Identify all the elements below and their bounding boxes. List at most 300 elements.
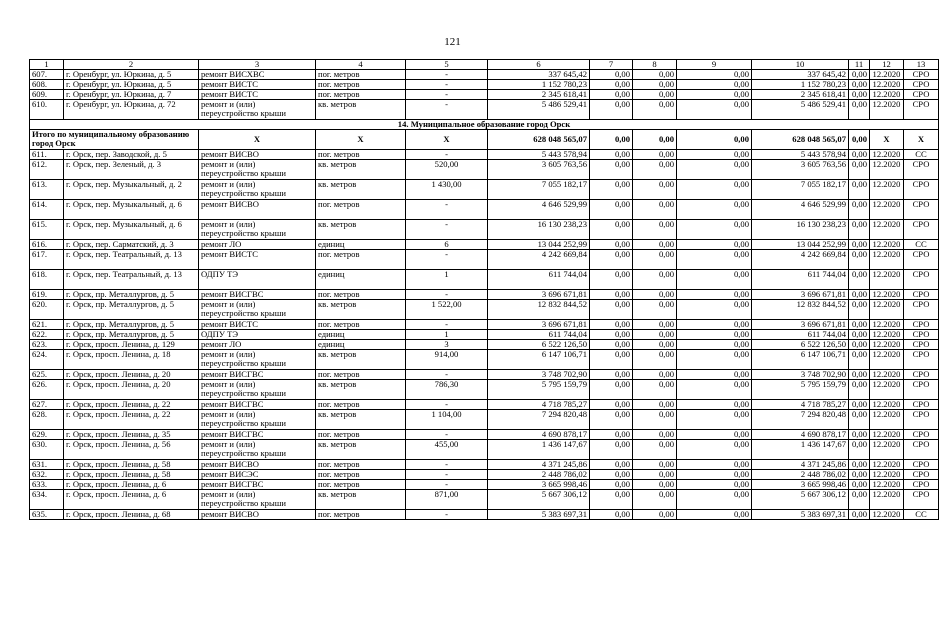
table-cell: 617. [30,250,64,270]
table-cell: кв. метров [316,490,406,510]
table-cell: пог. метров [316,250,406,270]
table-cell: 0,00 [590,370,633,380]
table-cell: - [406,70,488,80]
table-cell: ремонт ВИСТС [199,80,316,90]
table-cell: 12.2020 [870,160,904,180]
table-cell: 611 744,04 [752,330,849,340]
table-cell: 0,00 [633,370,677,380]
table-cell: 0,00 [633,380,677,400]
table-cell: 0,00 [677,340,752,350]
table-cell: ремонт ВИСГВС [199,430,316,440]
table-cell: 0,00 [633,340,677,350]
table-cell: ремонт ЛО [199,240,316,250]
table-cell: 6 522 126,50 [488,340,590,350]
table-cell: 1 436 147,67 [488,440,590,460]
table-cell: 624. [30,350,64,370]
table-cell: 1 [406,330,488,340]
table-cell: 0,00 [633,200,677,220]
table-cell: 0,00 [849,330,870,340]
table-cell: 0,00 [677,160,752,180]
table-row [30,200,939,220]
table-cell: 620. [30,300,64,320]
table-row [30,460,939,470]
column-header: 2 [64,60,199,70]
section-title-row [30,120,939,130]
table-cell: 0,00 [633,100,677,120]
table-cell: 0,00 [849,240,870,250]
table-cell: пог. метров [316,150,406,160]
total-cell: X [904,130,939,150]
table-cell: 0,00 [590,220,633,240]
column-header: 12 [870,60,904,70]
table-cell: СРО [904,300,939,320]
table-row [30,330,939,340]
table-cell: - [406,200,488,220]
total-cell: 0,00 [677,130,752,150]
table-cell: г. Оренбург, ул. Юркина, д. 72 [64,100,199,120]
table-cell: 12.2020 [870,240,904,250]
table-cell: 0,00 [849,320,870,330]
table-cell: СРО [904,290,939,300]
table-cell: 1 152 780,23 [752,80,849,90]
total-cell: X [316,130,406,150]
table-cell: 2 448 786,02 [488,470,590,480]
table-cell: г. Орск, пер. Зеленый, д. 3 [64,160,199,180]
table-row [30,510,939,520]
table-cell: 13 044 252,99 [752,240,849,250]
table-cell: 0,00 [633,330,677,340]
table-cell: - [406,370,488,380]
table-cell: СРО [904,330,939,340]
table-cell: 614. [30,200,64,220]
table-cell: г. Орск, просп. Ленина, д. 58 [64,460,199,470]
table-cell: 0,00 [849,350,870,370]
column-header: 9 [677,60,752,70]
table-cell: 0,00 [590,470,633,480]
table-cell: г. Орск, пр. Металлургов, д. 5 [64,290,199,300]
table-cell: 0,00 [849,470,870,480]
table-cell: 0,00 [633,440,677,460]
table-cell: 0,00 [677,380,752,400]
table-cell: ОДПУ ТЭ [199,270,316,290]
table-cell: 0,00 [677,180,752,200]
table-cell: СС [904,240,939,250]
table-cell: пог. метров [316,70,406,80]
table-cell: 633. [30,480,64,490]
table-cell: 0,00 [677,240,752,250]
table-cell: пог. метров [316,370,406,380]
table-cell: г. Орск, просп. Ленина, д. 6 [64,490,199,510]
table-cell: СРО [904,220,939,240]
table-cell: 4 646 529,99 [488,200,590,220]
table-cell: 0,00 [849,410,870,430]
table-cell: пог. метров [316,200,406,220]
table-cell: 0,00 [677,70,752,80]
table-cell: пог. метров [316,430,406,440]
column-header: 11 [849,60,870,70]
table-cell: ремонт и (или) переустройство крыши [199,300,316,320]
table-cell: 12.2020 [870,80,904,90]
table-cell: СС [904,510,939,520]
table-cell: 613. [30,180,64,200]
table-row [30,350,939,370]
table-cell: кв. метров [316,160,406,180]
table-cell: - [406,250,488,270]
table-row [30,320,939,330]
table-cell: 0,00 [677,370,752,380]
table-cell: 0,00 [677,250,752,270]
table-cell: СРО [904,460,939,470]
table-cell: - [406,480,488,490]
table-cell: - [406,430,488,440]
table-row [30,160,939,180]
table-cell: 12.2020 [870,200,904,220]
table-cell: 609. [30,90,64,100]
table-cell: единиц [316,340,406,350]
table-cell: 0,00 [590,200,633,220]
table-cell: 631. [30,460,64,470]
table-cell: ремонт ВИСВО [199,460,316,470]
table-cell: - [406,460,488,470]
table-cell: 0,00 [677,460,752,470]
table-header-row [30,60,939,70]
table-cell: 12.2020 [870,180,904,200]
table-cell: 0,00 [677,270,752,290]
column-header: 1 [30,60,64,70]
table-cell: ремонт ВИСВО [199,510,316,520]
table-cell: 0,00 [590,70,633,80]
table-cell: 629. [30,430,64,440]
column-header: 13 [904,60,939,70]
table-row [30,270,939,290]
table-cell: СС [904,150,939,160]
table-cell: - [406,290,488,300]
table-cell: г. Орск, просп. Ленина, д. 22 [64,410,199,430]
table-cell: г. Орск, просп. Ленина, д. 58 [64,470,199,480]
table-cell: г. Орск, просп. Ленина, д. 56 [64,440,199,460]
table-cell: 5 486 529,41 [488,100,590,120]
table-cell: ремонт и (или) переустройство крыши [199,220,316,240]
table-cell: г. Орск, просп. Ленина, д. 20 [64,380,199,400]
table-cell: 0,00 [633,300,677,320]
total-cell: 0,00 [849,130,870,150]
table-cell: 12.2020 [870,470,904,480]
table-cell: г. Оренбург, ул. Юркина, д. 5 [64,70,199,80]
table-cell: 12.2020 [870,150,904,160]
table-cell: 7 294 820,48 [488,410,590,430]
table-cell: 622. [30,330,64,340]
table-cell: 0,00 [590,250,633,270]
table-row [30,480,939,490]
table-cell: - [406,400,488,410]
table-cell: ремонт ВИСГВС [199,290,316,300]
table-cell: г. Орск, пр. Металлургов, д. 5 [64,300,199,320]
table-cell: ремонт и (или) переустройство крыши [199,490,316,510]
table-cell: 0,00 [849,460,870,470]
table-cell: г. Орск, просп. Ленина, д. 6 [64,480,199,490]
table-cell: 12.2020 [870,290,904,300]
table-cell: 0,00 [677,320,752,330]
table-cell: 3 665 998,46 [752,480,849,490]
table-cell: 0,00 [633,180,677,200]
table-cell: 626. [30,380,64,400]
table-cell: ремонт и (или) переустройство крыши [199,380,316,400]
table-cell: - [406,150,488,160]
table-cell: 0,00 [677,150,752,160]
total-cell: 0,00 [590,130,633,150]
table-cell: 625. [30,370,64,380]
table-cell: 3 696 671,81 [752,290,849,300]
table-cell: 3 605 763,56 [752,160,849,180]
table-cell: 632. [30,470,64,480]
table-row [30,290,939,300]
table-cell: 13 044 252,99 [488,240,590,250]
table-cell: 618. [30,270,64,290]
table-cell: 0,00 [677,80,752,90]
table-cell: 12.2020 [870,490,904,510]
table-cell: 0,00 [849,300,870,320]
total-cell: 0,00 [633,130,677,150]
table-cell: 12.2020 [870,430,904,440]
table-cell: 0,00 [590,430,633,440]
table-row [30,370,939,380]
table-cell: 12.2020 [870,90,904,100]
table-cell: г. Орск, пер. Музыкальный, д. 6 [64,200,199,220]
table-cell: 3 696 671,81 [488,290,590,300]
table-cell: 4 690 878,17 [752,430,849,440]
table-cell: г. Орск, пр. Металлургов, д. 5 [64,320,199,330]
table-cell: СРО [904,320,939,330]
table-cell: 1 [406,270,488,290]
table-cell: 612. [30,160,64,180]
table-cell: 0,00 [590,160,633,180]
table-cell: 3 748 702,90 [752,370,849,380]
table-cell: 0,00 [633,220,677,240]
page-number: 121 [444,36,461,48]
column-header: 4 [316,60,406,70]
table-cell: 0,00 [677,400,752,410]
table-cell: 0,00 [677,100,752,120]
table-cell: 337 645,42 [752,70,849,80]
table-cell: 0,00 [677,510,752,520]
table-cell: единиц [316,270,406,290]
table-cell: кв. метров [316,180,406,200]
table-cell: кв. метров [316,380,406,400]
table-cell: - [406,100,488,120]
table-cell: СРО [904,410,939,430]
table-cell: 4 718 785,27 [488,400,590,410]
table-cell: ремонт ВИСХВС [199,70,316,80]
table-cell: СРО [904,270,939,290]
table-cell: СРО [904,80,939,90]
table-cell: 5 383 697,31 [488,510,590,520]
table-cell: пог. метров [316,480,406,490]
table-cell: ремонт ВИСВО [199,200,316,220]
table-cell: 1 152 780,23 [488,80,590,90]
table-cell: 12.2020 [870,480,904,490]
table-cell: кв. метров [316,410,406,430]
table-cell: 4 646 529,99 [752,200,849,220]
table-cell: 0,00 [590,400,633,410]
table-cell: СРО [904,160,939,180]
table-cell: кв. метров [316,350,406,370]
table-cell: единиц [316,330,406,340]
table-cell: СРО [904,380,939,400]
table-cell: 0,00 [849,200,870,220]
table-cell: пог. метров [316,470,406,480]
table-cell: СРО [904,370,939,380]
table-cell: 0,00 [633,400,677,410]
table-cell: 607. [30,70,64,80]
table-cell: 12.2020 [870,100,904,120]
table-cell: 0,00 [677,200,752,220]
table-cell: 4 718 785,27 [752,400,849,410]
table-cell: 619. [30,290,64,300]
column-header: 8 [633,60,677,70]
table-cell: 12.2020 [870,380,904,400]
table-cell: 12.2020 [870,220,904,240]
table-cell: пог. метров [316,320,406,330]
table-cell: г. Орск, пер. Заводской, д. 5 [64,150,199,160]
table-cell: 0,00 [633,290,677,300]
table-cell: 0,00 [633,80,677,90]
table-cell: ОДПУ ТЭ [199,330,316,340]
table-cell: 627. [30,400,64,410]
column-header: 3 [199,60,316,70]
table-cell: - [406,90,488,100]
table-cell: ремонт и (или) переустройство крыши [199,100,316,120]
total-cell: 628 048 565,07 [488,130,590,150]
table-cell: 0,00 [849,90,870,100]
total-cell: X [870,130,904,150]
table-row [30,250,939,270]
table-cell: ремонт ВИСГВС [199,370,316,380]
table-cell: 0,00 [633,90,677,100]
table-cell: - [406,470,488,480]
total-label: Итого по муниципальному образованию город Орск [30,130,199,150]
table-cell: единиц [316,240,406,250]
table-cell: ремонт и (или) переустройство крыши [199,180,316,200]
table-cell: ремонт и (или) переустройство крыши [199,160,316,180]
table-cell: 4 690 878,17 [488,430,590,440]
table-cell: 0,00 [633,320,677,330]
table-cell: г. Орск, пер. Музыкальный, д. 6 [64,220,199,240]
table-cell: ремонт ВИСВО [199,150,316,160]
table-cell: 7 055 182,17 [752,180,849,200]
table-cell: 0,00 [677,490,752,510]
table-cell: СРО [904,350,939,370]
table-cell: 0,00 [677,410,752,430]
table-cell: 0,00 [849,180,870,200]
section-title: 14. Муниципальное образование город Орск [30,120,939,130]
table-cell: ремонт ВИСЭС [199,470,316,480]
table-cell: 0,00 [590,410,633,430]
table-cell: 0,00 [590,350,633,370]
table-cell: СРО [904,470,939,480]
table-cell: 12.2020 [870,300,904,320]
table-cell: 0,00 [849,430,870,440]
table-cell: 611 744,04 [488,330,590,340]
table-cell: 5 795 159,79 [752,380,849,400]
table-cell: 5 486 529,41 [752,100,849,120]
table-cell: 5 443 578,94 [752,150,849,160]
table-row [30,430,939,440]
table-cell: 0,00 [849,150,870,160]
table-cell: 5 443 578,94 [488,150,590,160]
table-cell: 0,00 [590,480,633,490]
table-cell: - [406,320,488,330]
table-cell: 4 242 669,84 [752,250,849,270]
table-cell: пог. метров [316,510,406,520]
table-cell: пог. метров [316,460,406,470]
column-header: 6 [488,60,590,70]
table-cell: 12.2020 [870,70,904,80]
table-cell: г. Орск, просп. Ленина, д. 22 [64,400,199,410]
table-cell: 4 242 669,84 [488,250,590,270]
table-body [30,60,939,520]
table-cell: СРО [904,430,939,440]
table-cell: 0,00 [849,100,870,120]
table-cell: 1 430,00 [406,180,488,200]
table-cell: 6 522 126,50 [752,340,849,350]
table-cell: кв. метров [316,220,406,240]
table-cell: 611. [30,150,64,160]
table-cell: СРО [904,100,939,120]
table-cell: 628. [30,410,64,430]
table-cell: 616. [30,240,64,250]
table-row [30,400,939,410]
table-cell: 0,00 [633,350,677,370]
table-cell: 871,00 [406,490,488,510]
table-cell: 621. [30,320,64,330]
table-cell: пог. метров [316,400,406,410]
table-cell: 635. [30,510,64,520]
table-cell: 3 696 671,81 [752,320,849,330]
table-cell: ремонт и (или) переустройство крыши [199,440,316,460]
table-cell: 12.2020 [870,460,904,470]
table-cell: 0,00 [849,160,870,180]
table-cell: пог. метров [316,290,406,300]
table-cell: 7 055 182,17 [488,180,590,200]
table-cell: - [406,80,488,90]
table-cell: 0,00 [849,220,870,240]
table-cell: 1 522,00 [406,300,488,320]
table-cell: 0,00 [849,490,870,510]
table-cell: 16 130 238,23 [488,220,590,240]
table-cell: 6 [406,240,488,250]
table-cell: 0,00 [677,90,752,100]
table-cell: 0,00 [849,380,870,400]
table-cell: 6 147 106,71 [488,350,590,370]
table-cell: 6 147 106,71 [752,350,849,370]
table-cell: 0,00 [633,430,677,440]
column-header: 5 [406,60,488,70]
table-cell: г. Орск, просп. Ленина, д. 129 [64,340,199,350]
table-cell: 5 383 697,31 [752,510,849,520]
table-cell: ремонт ВИСТС [199,250,316,270]
table-cell: г. Орск, просп. Ленина, д. 20 [64,370,199,380]
table-cell: СРО [904,440,939,460]
table-cell: 0,00 [590,150,633,160]
table-cell: 12 832 844,52 [488,300,590,320]
total-cell: X [406,130,488,150]
table-cell: г. Орск, пр. Металлургов, д. 5 [64,330,199,340]
table-cell: 608. [30,80,64,90]
table-row [30,380,939,400]
table-cell: 3 748 702,90 [488,370,590,380]
table-cell: 914,00 [406,350,488,370]
table-cell: 12 832 844,52 [752,300,849,320]
